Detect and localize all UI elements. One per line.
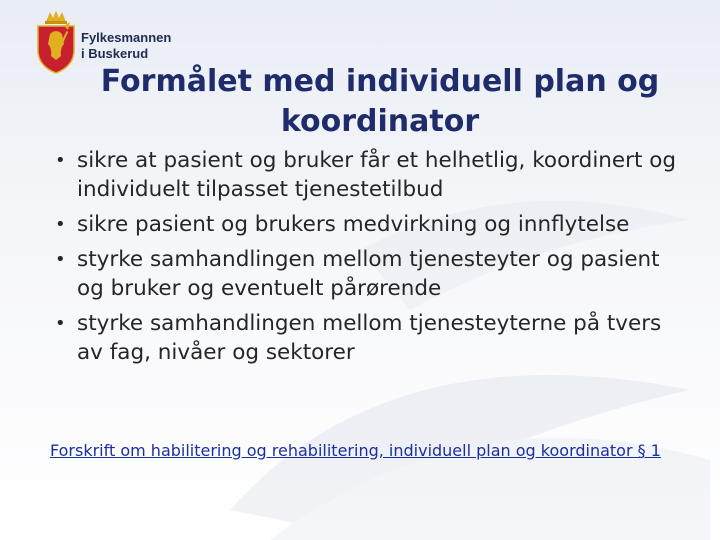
page-title	[60, 62, 700, 142]
bullet-list	[52, 146, 692, 373]
organization-name-line2: i Buskerud	[81, 46, 149, 61]
bullet-text: styrke samhandlingen mellom tjenesteyterne på tvers av fag, nivåer og sektorer	[77, 311, 662, 365]
organization-name	[81, 30, 171, 62]
bullet-item	[52, 309, 692, 367]
page-title-line2: koordinator	[280, 104, 480, 139]
bullet-item	[52, 210, 692, 239]
bullet-dot: •	[55, 249, 66, 270]
bullet-dot: •	[55, 214, 66, 235]
bullet-item	[52, 146, 692, 204]
bullet-text: sikre at pasient og bruker får et helhetlig, koordinert og individuelt tilpasset tjenestetilbud	[77, 148, 677, 202]
regulation-link[interactable]: Forskrift om habilitering og rehabilitering, individuell plan og koordinator § 1	[50, 441, 661, 460]
bullet-text: styrke samhandlingen mellom tjenesteyter og pasient og bruker og eventuelt pårørende	[77, 247, 660, 301]
bullet-dot: •	[55, 150, 66, 171]
bullet-dot: •	[55, 313, 66, 334]
organization-name-line1: Fylkesmannen	[81, 30, 172, 45]
bullet-text: sikre pasient og brukers medvirkning og innflytelse	[77, 212, 630, 237]
bullet-item	[52, 245, 692, 303]
page-title-line1: Formålet med individuell plan og	[100, 64, 660, 99]
